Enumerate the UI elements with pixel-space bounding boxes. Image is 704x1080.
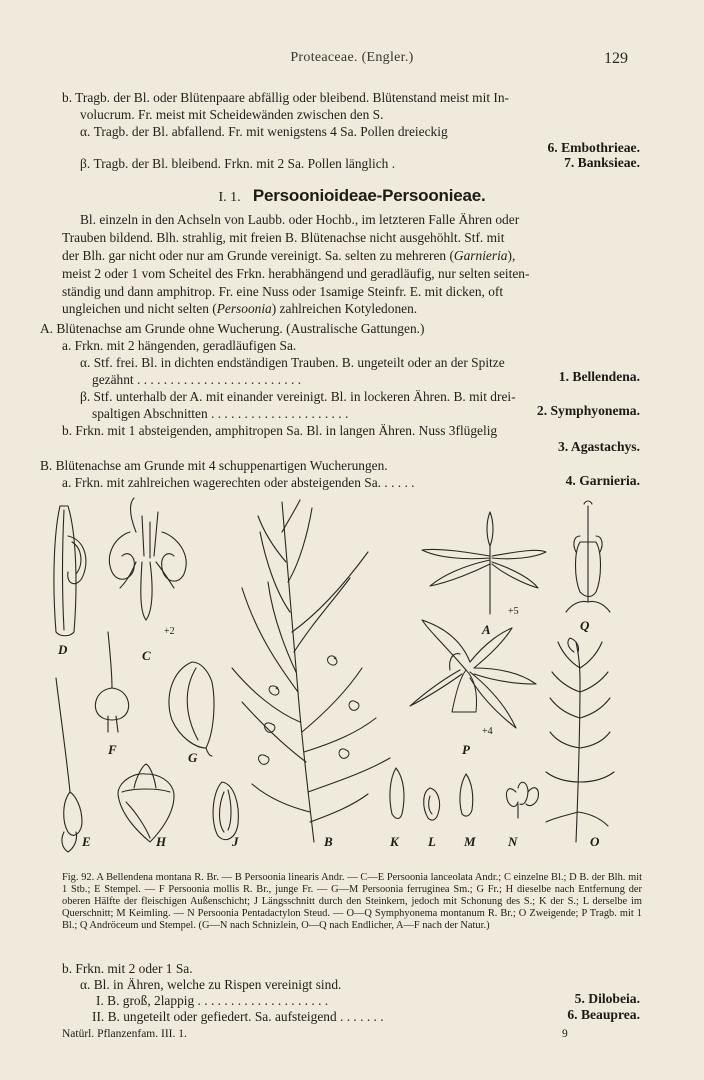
key-bottom-b: b. Frkn. mit 2 oder 1 Sa. (62, 961, 193, 976)
footer-sheet-number: 9 (562, 1028, 568, 1040)
desc-line-5: ständig und dann amphitrop. Fr. eine Nuss oder 1samige Steinfr. E. mit dicken, oft (62, 284, 504, 299)
genus-result-agastachys: 3. Agastachys. (558, 439, 640, 454)
key-Ba-text: a. Frkn. mit zahlreichen wagerechten oder absteigenden Sa. (62, 475, 382, 490)
key-Aa-alpha-cont-text: gezähnt (92, 372, 134, 387)
key-bottom-I-text: I. B. groß, 2lappig (96, 993, 195, 1008)
fig-G-fruit (169, 662, 214, 756)
genus-result-dilobeia: 5. Dilobeia. (574, 991, 640, 1006)
desc-line-3a: der Blh. gar nicht oder nur am Grunde vereinigt. Sa. selten zu mehreren ( (62, 248, 454, 263)
desc-line-6 (62, 300, 417, 317)
fig-F-young-fruit (95, 632, 128, 732)
key-Ab: b. Frkn. mit 1 absteigenden, amphitropen Sa. Bl. in langen Ähren. Nuss 3flügelig (62, 423, 498, 438)
genus-result-beauprea: 6. Beauprea. (567, 1007, 640, 1022)
leader-dots: . . . . . . . . . . . . . . . . . . . . . (211, 406, 349, 421)
genus-result-bellendena: 1. Bellendena. (558, 369, 640, 384)
genus-result-symphyonema: 2. Symphyonema. (536, 403, 640, 418)
fig-L-seed-section (424, 788, 440, 820)
key-Aa-beta-cont-text: spaltigen Abschnitten (92, 406, 208, 421)
leader-dots: . . . . . . . . . . . . . . . . . . . . . . . . . (137, 372, 302, 387)
fig-label-E: E (82, 834, 91, 849)
footer-signature: Natürl. Pflanzenfam. III. 1. (62, 1028, 187, 1040)
key-bottom-I (96, 992, 328, 1009)
key-beta-text: β. Tragb. der Bl. bleibend. Frkn. mit 2 Sa. Pollen länglich (80, 156, 389, 171)
fig-B-branch (232, 500, 390, 842)
fig-N-flower (506, 782, 538, 818)
page-number: 129 (604, 50, 628, 67)
key-Aa: a. Frkn. mit 2 hängenden, geradläufigen Sa. (62, 338, 297, 353)
section-name: Persoonioideae-Persoonieae. (252, 186, 486, 205)
desc-line-2: Trauben bildend. Blh. strahlig, mit freien B. Blütenachse nicht ausgehöhlt. Stf. mit (62, 230, 505, 245)
fig-C-single-flower (109, 498, 186, 620)
fig-K-seed (390, 768, 404, 819)
running-header (0, 50, 704, 70)
fig-Q-androecium (566, 501, 610, 612)
leader-dots: . . . . . . . . . . . . . . . . . . . . (197, 993, 329, 1008)
desc-line-6a: ungleichen und nicht selten ( (62, 301, 217, 316)
fig-label-O: O (590, 834, 600, 849)
leader-dots: . . . . . (384, 475, 415, 490)
key-Aa-alpha: α. Stf. frei. Bl. in dichten endständigen Trauben. B. ungeteilt oder an der Spitze (80, 355, 505, 370)
desc-line-1: Bl. einzeln in den Achseln von Laubb. oder Hochb., im letzteren Falle Ähren oder (80, 212, 520, 227)
fig-label-P-mag: +4 (482, 726, 493, 737)
desc-line-4: meist 2 oder 1 vom Scheitel des Frkn. herabhängend und geradläufig, nur selten seiten- (62, 266, 530, 281)
fig-label-F: F (108, 742, 117, 757)
fig-A-flower (422, 512, 546, 614)
desc-line-6b: ) zahlreichen Kotyledonen. (271, 301, 418, 316)
running-title: Proteaceae. (Engler.) (290, 50, 414, 65)
key-A: A. Blütenachse am Grunde ohne Wucherung. (Australische Gattungen.) (40, 321, 425, 336)
key-Aa-beta-cont (92, 405, 348, 422)
key-result-embothrieae: 6. Embothrieae. (547, 140, 640, 155)
fig-O-branch-tip (546, 638, 614, 842)
fig-label-M: M (464, 834, 476, 849)
key-bottom-II (92, 1008, 384, 1025)
key-result-banksieae: 7. Banksieae. (564, 155, 640, 170)
fig-label-C-mag: +2 (164, 626, 175, 637)
figure-caption: Fig. 92. A Bellendena montana R. Br. — B Persoonia linearis Andr. — C—E Persoonia lanceolata Andr.; C einzelne Bl.; D B. der Blh. mit 1 Stb.; E Stempel. — F Persoonia mollis R. Br., junge Fr. — G—M Persoonia ferruginea Sm.; G Fr.; H dieselbe nach Entfernung der oberen Hälfte der fleischigen Außenschicht; J Längsschnitt durch den Steinkern, jedoch mit Schonung des S.; K der S.; L derselbe im Querschnitt; M Keimling. — N Persoonia Pentadactylon Steud. — O—Q Symphyonema montanum R. Br.; O Zweigende; P Tragb. mit 1 Bl.; Q Andröceum und Stempel. (G—N nach Schnizlein, O—Q nach Endlicher, A—F nach der Natur.) (62, 872, 642, 932)
fig-label-A-mag: +5 (508, 606, 519, 617)
key-line-beta (80, 155, 395, 172)
leader-dots: . (391, 156, 396, 171)
fig-H-fruit-opened (118, 764, 174, 842)
fig-P-bract-flower (410, 620, 536, 728)
fig-label-K: K (390, 834, 399, 849)
botanical-plate (46, 492, 662, 862)
leader-dots: . . . . . . . (340, 1009, 384, 1024)
desc-line-3b: ), (507, 248, 516, 263)
fig-label-D: D (58, 642, 68, 657)
section-heading (0, 186, 704, 206)
key-bottom-alpha: α. Bl. in Ähren, welche zu Rispen vereinigt sind. (80, 977, 342, 992)
genus-result-garnieria: 4. Garnieria. (565, 473, 640, 488)
fig-M-embryo (460, 774, 473, 816)
fig-label-P: P (462, 742, 470, 757)
genus-persoonia: Persoonia (216, 301, 272, 316)
key-bottom-II-text: II. B. ungeteilt oder gefiedert. Sa. aufsteigend (92, 1009, 337, 1024)
key-B: B. Blütenachse am Grunde mit 4 schuppenartigen Wucherungen. (40, 458, 388, 473)
key-line-b-cont: volucrum. Fr. meist mit Scheidewänden zwischen den S. (80, 107, 384, 122)
fig-label-C: C (142, 648, 151, 663)
fig-J-section (213, 782, 238, 840)
fig-label-B: B (324, 834, 333, 849)
fig-label-H: H (156, 834, 167, 849)
fig-label-L: L (428, 834, 436, 849)
key-line-b: b. Tragb. der Bl. oder Blütenpaare abfällig oder bleibend. Blütenstand meist mit In- (62, 90, 510, 105)
fig-label-J: J (232, 834, 239, 849)
fig-label-G: G (188, 750, 198, 765)
key-Aa-alpha-cont (92, 371, 301, 388)
fig-label-A: A (482, 622, 491, 637)
key-Aa-beta: β. Stf. unterhalb der A. mit einander vereinigt. Bl. in lockeren Ähren. B. mit drei- (80, 389, 516, 404)
fig-E-pistil (56, 678, 82, 852)
section-number: I. 1. (218, 190, 241, 205)
key-Ba (62, 474, 415, 491)
genus-garnieria: Garnieria (453, 248, 508, 263)
key-line-alpha: α. Tragb. der Bl. abfallend. Fr. mit wenigstens 4 Sa. Pollen dreieckig (80, 124, 448, 139)
desc-line-3 (62, 247, 515, 264)
fig-D-perianth-segment (54, 506, 86, 636)
fig-label-Q: Q (580, 618, 590, 633)
fig-label-N: N (508, 834, 518, 849)
